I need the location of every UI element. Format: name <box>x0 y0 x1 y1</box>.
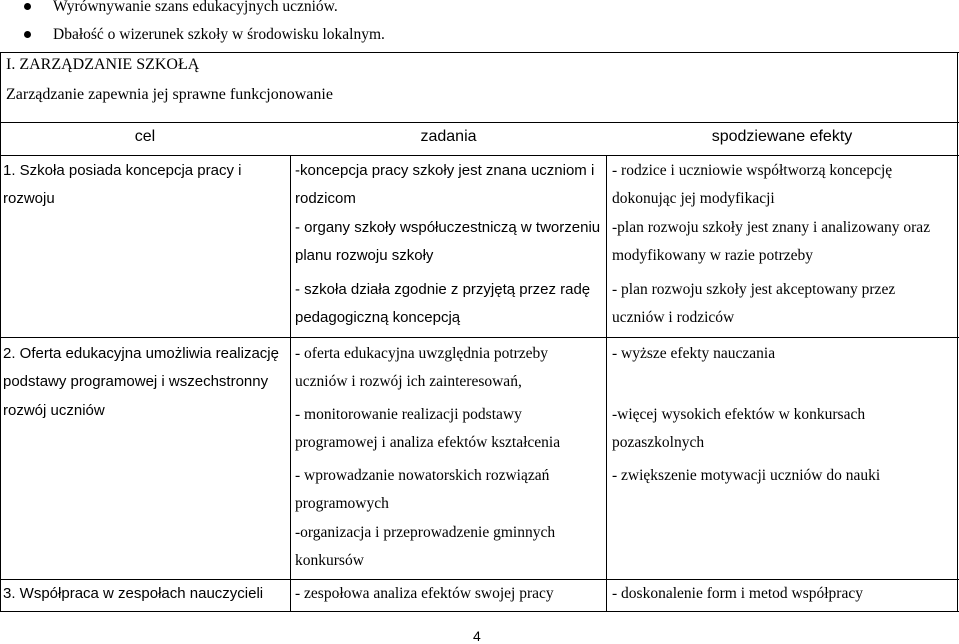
row2-cel-line: rozwój uczniów <box>3 402 105 419</box>
row2-efekt-line: pozaszkolnych <box>612 434 705 451</box>
row2-efekt-line: - wyższe efekty nauczania <box>612 345 776 362</box>
header-top-border <box>0 122 959 123</box>
row1-efekt-line: dokonując jej modyfikacji <box>612 190 775 207</box>
row3-efekt-line: - doskonalenie form i metod współpracy <box>612 585 863 602</box>
row2-zadanie-line: programowej i analiza efektów kształcenia <box>295 434 561 451</box>
page-number: 4 <box>473 628 481 644</box>
row1-cel-line: 1. Szkoła posiada koncepcja pracy i <box>3 162 242 179</box>
row1-cel-line: rozwoju <box>3 190 55 207</box>
section-title: I. ZARZĄDZANIE SZKOŁĄ <box>6 56 200 73</box>
section-top-border <box>0 52 959 53</box>
header-cel: cel <box>134 128 156 145</box>
bullet-text: Dbałość o wizerunek szkoły w środowisku lokalnym. <box>53 26 385 43</box>
row2-zadanie-line: - wprowadzanie nowatorskich rozwiązań <box>295 467 550 484</box>
right-border <box>957 52 958 612</box>
row1-efekt-line: uczniów i rodziców <box>612 309 735 326</box>
row1-zadanie-line: -koncepcja pracy szkoły jest znana uczniom i <box>295 162 595 179</box>
row1-efekt-line: - plan rozwoju szkoły jest akceptowany przez <box>612 281 896 298</box>
row2-zadanie-line: uczniów i rozwój ich zainteresowań, <box>295 373 522 390</box>
header-zadania: zadania <box>420 128 477 145</box>
row-separator <box>0 337 959 338</box>
table-bottom-border <box>0 611 959 612</box>
row2-cel-line: 2. Oferta edukacyjna umożliwia realizację <box>3 345 279 362</box>
row2-efekt-line: - zwiększenie motywacji uczniów do nauki <box>612 467 881 484</box>
row2-efekt-line: -więcej wysokich efektów w konkursach <box>612 406 866 423</box>
row1-zadanie-line: rodzicom <box>295 190 356 207</box>
row1-efekt-line: -plan rozwoju szkoły jest znany i analizowany oraz <box>612 219 931 236</box>
section-subtitle: Zarządzanie zapewnia jej sprawne funkcjonowanie <box>6 86 333 103</box>
row1-zadanie-line: pedagogiczną koncepcją <box>295 309 461 326</box>
row2-cel-line: podstawy programowej i wszechstronny <box>3 373 269 390</box>
row1-efekt-line: modyfikowany w razie potrzeby <box>612 247 814 264</box>
column-separator <box>290 155 291 611</box>
row1-efekt-line: - rodzice i uczniowie współtworzą koncepcję <box>612 162 893 179</box>
row2-zadanie-line: programowych <box>295 495 389 512</box>
header-efekty: spodziewane efekty <box>711 128 853 145</box>
row1-zadanie-line: planu rozwoju szkoły <box>295 247 434 264</box>
row1-zadanie-line: - organy szkoły współuczestniczą w tworzeniu <box>295 219 601 236</box>
row2-zadanie-line: konkursów <box>295 552 364 569</box>
row3-cel-line: 3. Współpraca w zespołach nauczycieli <box>3 585 264 602</box>
header-bottom-border <box>0 155 959 156</box>
row3-zadanie-line: - zespołowa analiza efektów swojej pracy <box>295 585 554 602</box>
row2-zadanie-line: -organizacja i przeprowadzenie gminnych <box>295 524 556 541</box>
row2-zadanie-line: - monitorowanie realizacji podstawy <box>295 406 522 423</box>
bullet-text: Wyrównywanie szans edukacyjnych uczniów. <box>53 0 338 15</box>
column-separator <box>606 155 607 611</box>
row2-zadanie-line: - oferta edukacyjna uwzględnia potrzeby <box>295 345 549 362</box>
row1-zadanie-line: - szkoła działa zgodnie z przyjętą przez radę <box>295 281 591 298</box>
